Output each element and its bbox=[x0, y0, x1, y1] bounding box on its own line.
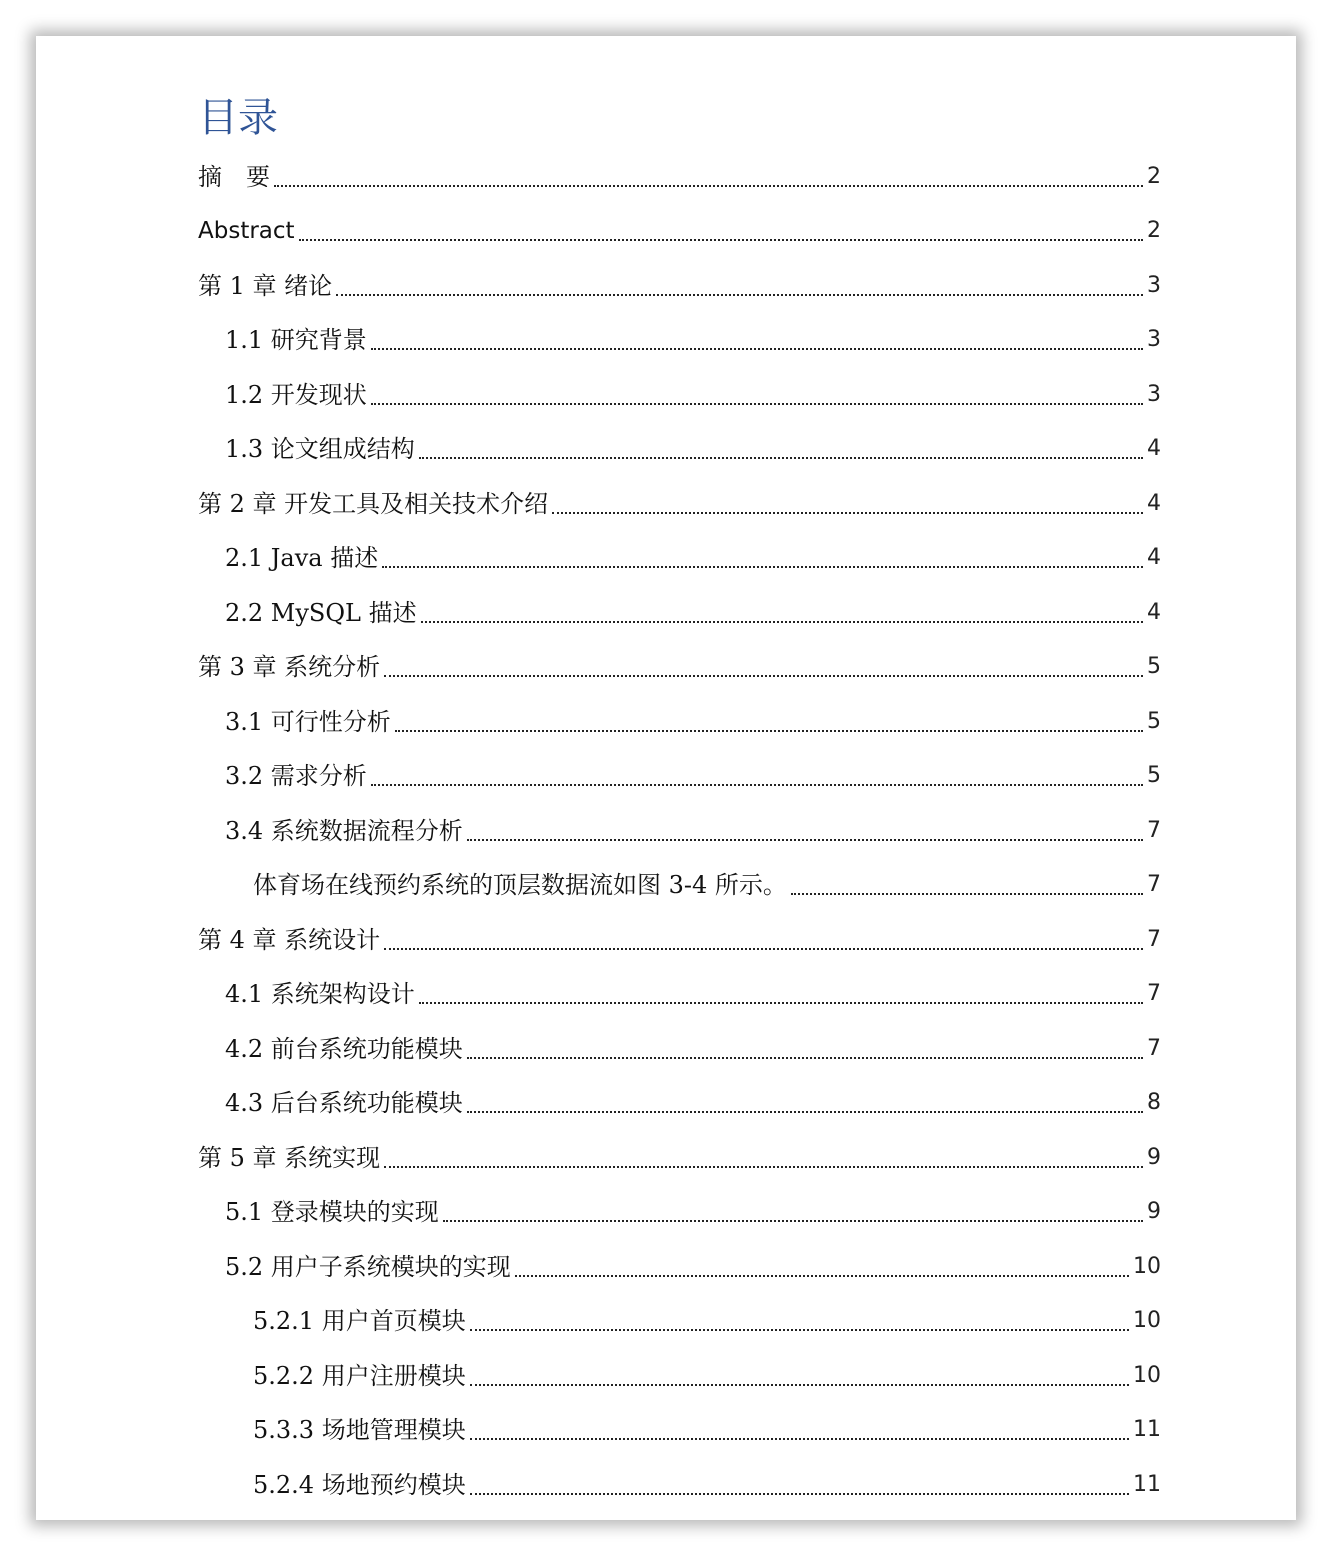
toc-page-number: 3 bbox=[1147, 273, 1161, 298]
toc-page-number: 10 bbox=[1133, 1254, 1161, 1279]
toc-entry-5-2-4[interactable] bbox=[253, 1468, 1161, 1502]
dot-leader bbox=[382, 566, 1143, 568]
dot-leader bbox=[791, 893, 1143, 895]
toc-entry-label: 5.2 用户子系统模块的实现 bbox=[225, 1253, 511, 1281]
dot-leader bbox=[515, 1275, 1129, 1277]
toc-page-number: 4 bbox=[1147, 491, 1161, 516]
dot-leader bbox=[274, 185, 1143, 187]
toc-page-number: 5 bbox=[1147, 763, 1161, 788]
toc-page-number: 4 bbox=[1147, 600, 1161, 625]
toc-entry-label: 1.1 研究背景 bbox=[225, 326, 367, 354]
toc-page-number: 2 bbox=[1147, 218, 1161, 243]
toc-entry-label: 4.1 系统架构设计 bbox=[225, 980, 415, 1008]
toc-entry-label: 5.2.1 用户首页模块 bbox=[253, 1307, 466, 1335]
toc-entry-label: 第 2 章 开发工具及相关技术介绍 bbox=[198, 490, 549, 518]
toc-entry-3-4[interactable] bbox=[225, 814, 1161, 848]
toc-entry-5-3-3[interactable] bbox=[253, 1413, 1161, 1447]
toc-entry-1-2[interactable] bbox=[225, 378, 1161, 412]
dot-leader bbox=[384, 1166, 1143, 1168]
toc-page-number: 5 bbox=[1147, 654, 1161, 679]
dot-leader bbox=[467, 1057, 1143, 1059]
toc-entry-3-1[interactable] bbox=[225, 705, 1161, 739]
dot-leader bbox=[419, 457, 1143, 459]
toc-entry-label: 第 3 章 系统分析 bbox=[198, 653, 381, 681]
toc-page-number: 3 bbox=[1147, 382, 1161, 407]
toc-entry-label: 2.1 Java 描述 bbox=[225, 544, 379, 572]
toc-entry-abstract-cn[interactable] bbox=[198, 160, 1161, 194]
toc-entry-abstract-en[interactable] bbox=[198, 214, 1161, 248]
toc-entry-label: 5.3.3 场地管理模块 bbox=[253, 1416, 466, 1444]
toc-entry-chapter-1[interactable] bbox=[198, 269, 1161, 303]
toc-page-number: 8 bbox=[1147, 1090, 1161, 1115]
toc-page-number: 7 bbox=[1147, 981, 1161, 1006]
toc-entry-chapter-2[interactable] bbox=[198, 487, 1161, 521]
toc-page-number: 11 bbox=[1133, 1417, 1161, 1442]
toc-entry-4-3[interactable] bbox=[225, 1086, 1161, 1120]
toc-entry-4-1[interactable] bbox=[225, 977, 1161, 1011]
toc-entry-chapter-4[interactable] bbox=[198, 923, 1161, 957]
toc-entry-chapter-5[interactable] bbox=[198, 1141, 1161, 1175]
toc-page-number: 4 bbox=[1147, 545, 1161, 570]
dot-leader bbox=[443, 1220, 1143, 1222]
dot-leader bbox=[336, 294, 1143, 296]
toc-page-number: 10 bbox=[1133, 1308, 1161, 1333]
toc-entry-2-2[interactable] bbox=[225, 596, 1161, 630]
toc-entry-label: 2.2 MySQL 描述 bbox=[225, 599, 417, 627]
toc-page-number: 9 bbox=[1147, 1199, 1161, 1224]
toc-entry-label: 3.4 系统数据流程分析 bbox=[225, 817, 463, 845]
toc-title: 目录 bbox=[198, 95, 278, 141]
toc-entry-5-2[interactable] bbox=[225, 1250, 1161, 1284]
toc-entry-4-2[interactable] bbox=[225, 1032, 1161, 1066]
toc-entry-label: 5.1 登录模块的实现 bbox=[225, 1198, 439, 1226]
toc-page-number: 3 bbox=[1147, 327, 1161, 352]
toc-entry-5-2-1[interactable] bbox=[253, 1304, 1161, 1338]
toc-entry-figure-3-4[interactable] bbox=[253, 868, 1161, 902]
dot-leader bbox=[371, 403, 1143, 405]
toc-entry-label: 第 4 章 系统设计 bbox=[198, 926, 381, 954]
toc-entry-label: 4.3 后台系统功能模块 bbox=[225, 1089, 463, 1117]
document-page bbox=[36, 36, 1296, 1520]
dot-leader bbox=[470, 1384, 1129, 1386]
toc-entry-3-2[interactable] bbox=[225, 759, 1161, 793]
toc-entry-label: 1.3 论文组成结构 bbox=[225, 435, 415, 463]
dot-leader bbox=[470, 1493, 1129, 1495]
toc-page-number: 10 bbox=[1133, 1363, 1161, 1388]
dot-leader bbox=[467, 1111, 1143, 1113]
dot-leader bbox=[371, 784, 1143, 786]
toc-entry-label: Abstract bbox=[198, 218, 295, 244]
toc-entry-label: 体育场在线预约系统的顶层数据流如图 3-4 所示。 bbox=[253, 871, 787, 899]
toc-entry-label: 3.2 需求分析 bbox=[225, 762, 367, 790]
dot-leader bbox=[419, 1002, 1143, 1004]
toc-entry-5-2-2[interactable] bbox=[253, 1359, 1161, 1393]
toc-page-number: 7 bbox=[1147, 872, 1161, 897]
dot-leader bbox=[371, 348, 1143, 350]
dot-leader bbox=[384, 675, 1143, 677]
toc-page-number: 4 bbox=[1147, 436, 1161, 461]
toc-page-number: 2 bbox=[1147, 164, 1161, 189]
toc-entry-chapter-3[interactable] bbox=[198, 650, 1161, 684]
toc-entry-label: 1.2 开发现状 bbox=[225, 381, 367, 409]
dot-leader bbox=[552, 512, 1143, 514]
toc-entry-1-3[interactable] bbox=[225, 432, 1161, 466]
toc-page-number: 5 bbox=[1147, 709, 1161, 734]
dot-leader bbox=[299, 239, 1143, 241]
dot-leader bbox=[395, 730, 1143, 732]
toc-entry-label: 5.2.4 场地预约模块 bbox=[253, 1471, 466, 1499]
toc-entry-1-1[interactable] bbox=[225, 323, 1161, 357]
dot-leader bbox=[467, 839, 1143, 841]
toc-entry-label: 第 5 章 系统实现 bbox=[198, 1144, 381, 1172]
dot-leader bbox=[384, 948, 1143, 950]
dot-leader bbox=[470, 1329, 1129, 1331]
toc-entry-label: 4.2 前台系统功能模块 bbox=[225, 1035, 463, 1063]
toc-entry-label: 3.1 可行性分析 bbox=[225, 708, 391, 736]
toc-page-number: 7 bbox=[1147, 818, 1161, 843]
toc-entry-5-1[interactable] bbox=[225, 1195, 1161, 1229]
toc-page-number: 11 bbox=[1133, 1472, 1161, 1497]
toc-page-number: 7 bbox=[1147, 1036, 1161, 1061]
toc-entry-label: 5.2.2 用户注册模块 bbox=[253, 1362, 466, 1390]
toc-entry-label: 第 1 章 绪论 bbox=[198, 272, 333, 300]
toc-entry-2-1[interactable] bbox=[225, 541, 1161, 575]
toc-page-number: 7 bbox=[1147, 927, 1161, 952]
dot-leader bbox=[470, 1438, 1129, 1440]
toc-entry-label: 摘 要 bbox=[198, 163, 270, 191]
toc-page-number: 9 bbox=[1147, 1145, 1161, 1170]
dot-leader bbox=[421, 621, 1143, 623]
